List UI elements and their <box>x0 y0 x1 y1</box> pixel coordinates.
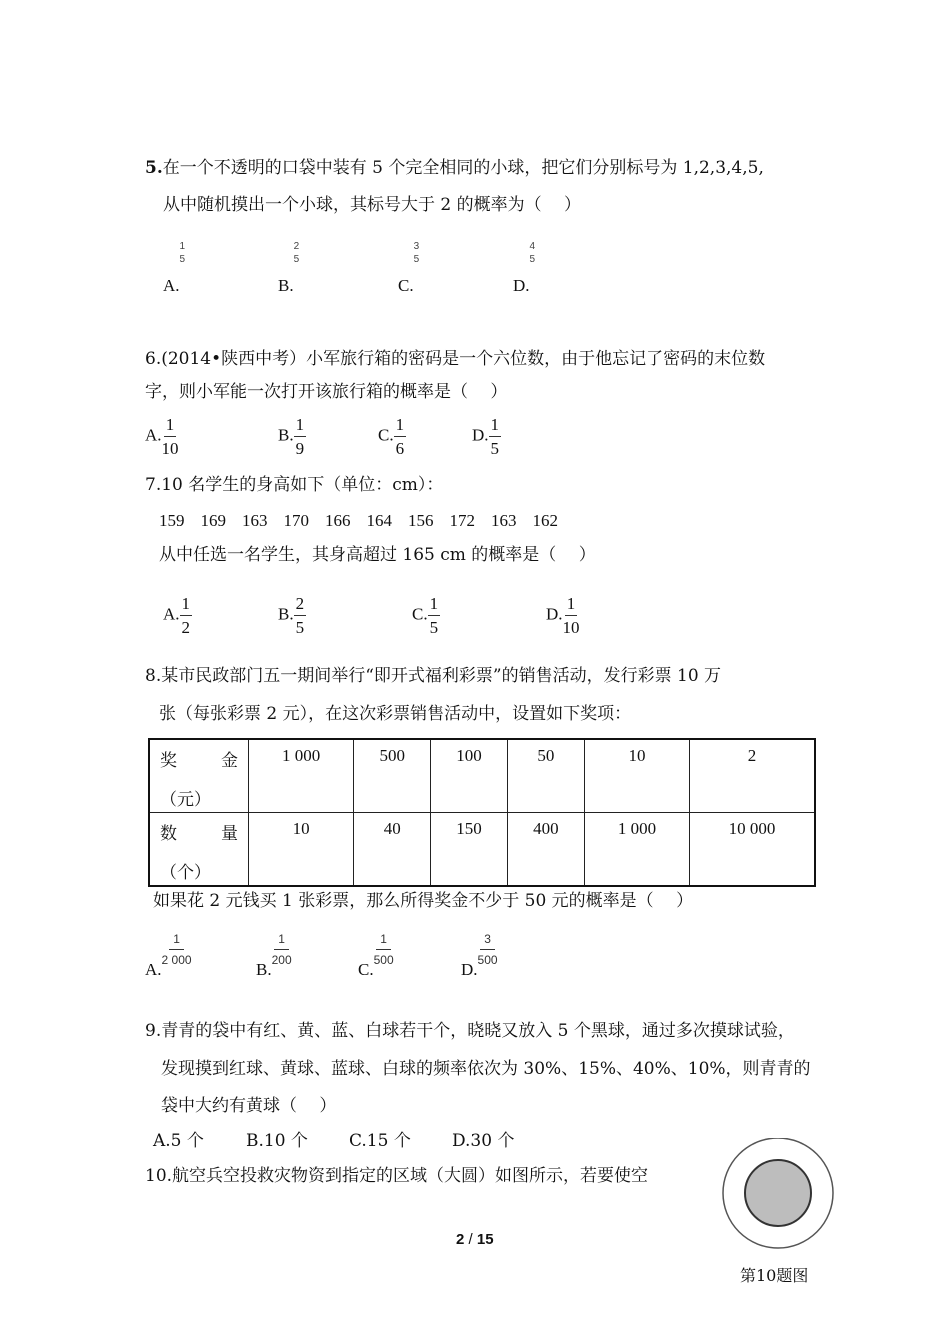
height-value: 162 <box>532 511 558 530</box>
height-value: 163 <box>242 511 268 530</box>
height-value: 163 <box>491 511 517 530</box>
fraction: 2 5 <box>293 241 300 265</box>
fraction: $\frac{1}{2 000}$ <box>161 932 192 967</box>
target-circles-figure <box>718 1138 838 1258</box>
table-row <box>149 739 815 813</box>
table-cell: 50 <box>507 739 584 813</box>
fraction: 3 5 <box>413 241 420 265</box>
table-cell: 10 <box>249 813 354 887</box>
height-value: 156 <box>408 511 434 530</box>
q8-line3: 如果花 2 元钱买 1 张彩票，那么所得奖金不少于 50 元的概率是（ ） <box>153 891 694 911</box>
q7-line1: 7.10 名学生的身高如下（单位：cm）： <box>145 475 444 495</box>
q5-text: 在一个不透明的口袋中装有 5 个完全相同的小球，把它们分别标号为 1,2,3,4,5, <box>162 158 764 178</box>
fraction: 1 5 <box>179 241 186 265</box>
height-value: 164 <box>366 511 392 530</box>
q6-option-d: D. $\frac{1}{5}$ <box>472 415 500 458</box>
option-label: D. <box>513 276 530 295</box>
q6-option-c: C. $\frac{1}{6}$ <box>378 415 405 458</box>
option-label: C. <box>398 276 414 295</box>
q7-option-b: B. $\frac{2}{5}$ <box>278 594 305 637</box>
q6-option-a: A. $\frac{1}{10}$ <box>145 415 179 458</box>
table-cell: 40 <box>354 813 431 887</box>
q9-option-a: A.5 个 <box>153 1131 204 1151</box>
fraction: $\frac{1}{6}$ <box>395 415 405 458</box>
fraction: $\frac{3}{500}$ <box>477 932 498 967</box>
q8-line1: 8.某市民政部门五一期间举行“即开式福利彩票”的销售活动，发行彩票 10 万 <box>145 666 722 686</box>
table-cell: 500 <box>354 739 431 813</box>
q8-line2: 张（每张彩票 2 元），在这次彩票销售活动中，设置如下奖项： <box>159 704 632 724</box>
fraction: $\frac{1}{200}$ <box>271 932 292 967</box>
q8-option-b: B. $\frac{1}{200}$ <box>256 932 292 979</box>
q7-option-c: C. $\frac{1}{5}$ <box>412 594 439 637</box>
option-label: A. <box>163 276 180 295</box>
table-cell: 10 000 <box>690 813 815 887</box>
q9-option-d: D.30 个 <box>452 1131 515 1151</box>
q9-option-c: C.15 个 <box>349 1131 411 1151</box>
fraction: $\frac{1}{10}$ <box>562 594 580 637</box>
table-cell: 100 <box>431 739 508 813</box>
table-header-cell: 奖 金 （元） <box>149 739 249 813</box>
q9-line3: 袋中大约有黄球（ ） <box>161 1096 337 1116</box>
table-cell: 400 <box>507 813 584 887</box>
q6-line2: 字，则小军能一次打开该旅行箱的概率是（ ） <box>145 382 508 402</box>
fraction: $\frac{1}{5}$ <box>429 594 439 637</box>
table-row <box>149 813 815 887</box>
table-cell: 2 <box>690 739 815 813</box>
height-value: 166 <box>325 511 351 530</box>
q7-line3: 从中任选一名学生，其身高超过 165 cm 的概率是（ ） <box>159 545 596 565</box>
height-value: 172 <box>449 511 475 530</box>
table-cell: 1 000 <box>584 813 689 887</box>
table-cell: 150 <box>431 813 508 887</box>
q9-line1: 9.青青的袋中有红、黄、蓝、白球若干个，晓晓又放入 5 个黑球，通过多次摸球试验， <box>145 1021 795 1041</box>
table-cell: 1 000 <box>249 739 354 813</box>
page-number: 2 / 15 <box>456 1231 494 1248</box>
prize-table <box>148 738 816 887</box>
q9-line2: 发现摸到红球、黄球、蓝球、白球的频率依次为 30%、15%、40%、10%，则青青的 <box>161 1059 811 1079</box>
q5-number: 5. <box>145 158 163 178</box>
fraction: $\frac{1}{10}$ <box>161 415 179 458</box>
height-value: 159 <box>159 511 185 530</box>
q8-option-a: A. $\frac{1}{2 000}$ <box>145 932 192 979</box>
q10-line1: 10.航空兵空投救灾物资到指定的区域（大圆）如图所示，若要使空 <box>145 1166 649 1186</box>
q7-option-a: A. $\frac{1}{2}$ <box>163 594 191 637</box>
option-label: B. <box>278 276 294 295</box>
q5-line1 <box>145 160 764 177</box>
fraction: $\frac{1}{5}$ <box>490 415 500 458</box>
height-value: 169 <box>200 511 226 530</box>
q6-option-b: B. $\frac{1}{9}$ <box>278 415 305 458</box>
q7-heights <box>159 512 574 529</box>
q9-option-b: B.10 个 <box>246 1131 308 1151</box>
height-value: 170 <box>283 511 309 530</box>
fraction: 4 5 <box>529 241 536 265</box>
q8-option-d: D. $\frac{3}{500}$ <box>461 932 498 979</box>
fraction: $\frac{1}{2}$ <box>181 594 191 637</box>
table-cell: 10 <box>584 739 689 813</box>
fraction: $\frac{2}{5}$ <box>295 594 305 637</box>
q6-line1: 6.(2014•陕西中考）小军旅行箱的密码是一个六位数，由于他忘记了密码的末位数 <box>145 349 766 369</box>
q5-option-c <box>398 241 420 295</box>
q5-option-d <box>513 241 536 295</box>
q5-line2: 从中随机摸出一个小球，其标号大于 2 的概率为（ ） <box>163 195 582 215</box>
fraction: $\frac{1}{9}$ <box>295 415 305 458</box>
q5-option-a <box>163 241 186 295</box>
q5-option-b <box>278 241 300 295</box>
figure-caption: 第10题图 <box>740 1266 809 1285</box>
fraction: $\frac{1}{500}$ <box>373 932 394 967</box>
q7-option-d: D. $\frac{1}{10}$ <box>546 594 580 637</box>
table-header-cell: 数 量 （个） <box>149 813 249 887</box>
q8-option-c: C. $\frac{1}{500}$ <box>358 932 394 979</box>
inner-circle <box>745 1160 811 1226</box>
